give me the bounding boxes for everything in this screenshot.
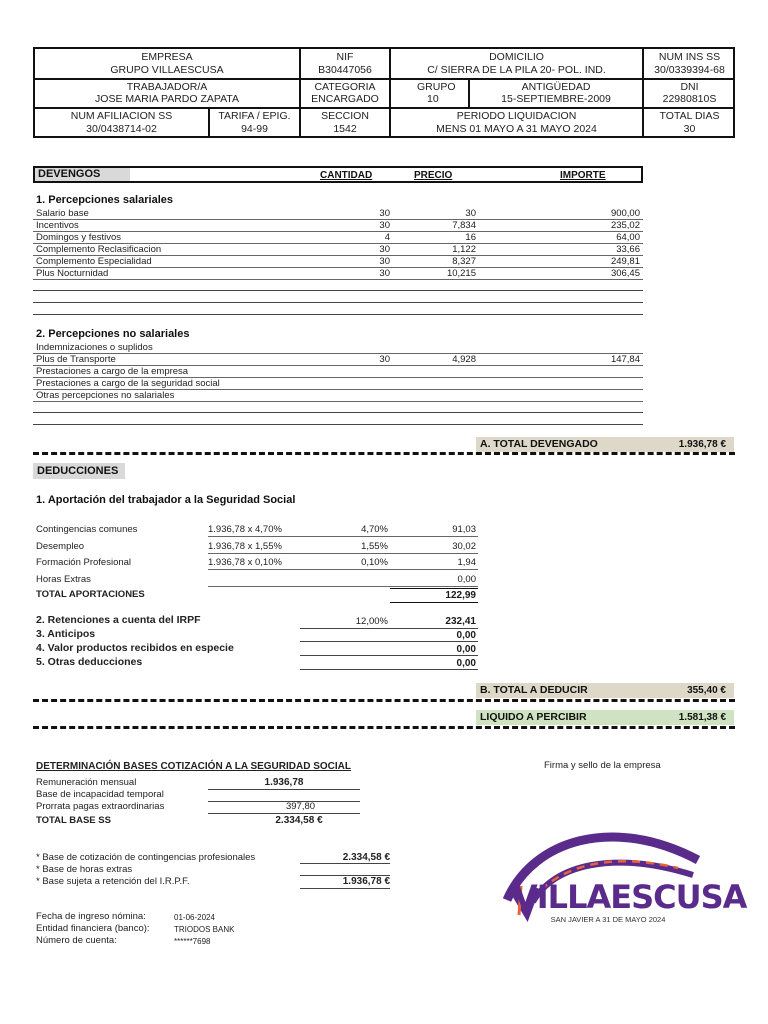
bases-rule bbox=[208, 789, 360, 790]
row-concepto: Plus de Transporte bbox=[36, 354, 116, 365]
nif-label: NIF bbox=[336, 51, 354, 63]
horas-label: * Base de horas extras bbox=[36, 864, 133, 875]
row-importe: 235,02 bbox=[610, 220, 640, 231]
irpf-base-label: * Base sujeta a retención del I.R.P.F. bbox=[36, 876, 190, 887]
ss-rule bbox=[208, 536, 478, 537]
row-rule bbox=[33, 424, 643, 425]
ingreso-label: Fecha de ingreso nómina: bbox=[36, 911, 146, 922]
total-base-label: TOTAL BASE SS bbox=[36, 815, 111, 826]
ded-rule bbox=[300, 641, 478, 642]
empresa-value: GRUPO VILLAESCUSA bbox=[110, 64, 224, 76]
remuneracion-label: Remuneración mensual bbox=[36, 777, 137, 788]
ss-rule bbox=[208, 553, 478, 554]
total-deducir-value: 355,40 € bbox=[687, 685, 726, 696]
entidad-label: Entidad financiera (banco): bbox=[36, 923, 150, 934]
row-precio: 7,834 bbox=[452, 220, 476, 231]
total-deducir-label: B. TOTAL A DEDUCIR bbox=[480, 684, 588, 696]
incapacidad-label: Base de incapacidad temporal bbox=[36, 789, 164, 800]
seccion-label: SECCION bbox=[321, 110, 369, 122]
row-precio: 4,928 bbox=[452, 354, 476, 365]
otras-label: 5. Otras deducciones bbox=[36, 656, 143, 668]
ss-title: 1. Aportación del trabajador a la Seguridad Social bbox=[36, 494, 296, 506]
nif-value: B30447056 bbox=[318, 64, 372, 76]
total-aport-rule2 bbox=[390, 602, 478, 603]
row-rule bbox=[33, 401, 643, 402]
firma-label: Firma y sello de la empresa bbox=[544, 760, 661, 771]
row-concepto: Otras percepciones no salariales bbox=[36, 390, 175, 401]
row-concepto: Plus Nocturnidad bbox=[36, 268, 109, 279]
antiguedad-label: ANTIGÜEDAD bbox=[521, 81, 591, 93]
bases-rule bbox=[300, 888, 390, 889]
row-importe: 147,84 bbox=[610, 354, 640, 365]
ss-base: 1.936,78 x 0,10% bbox=[208, 557, 282, 568]
ded-rule bbox=[300, 655, 478, 656]
ss-pct: 0,10% bbox=[361, 557, 388, 568]
ded-rule bbox=[300, 628, 478, 629]
seccion-value: 1542 bbox=[333, 123, 357, 135]
ss-rule bbox=[208, 569, 478, 570]
total-devengado-value: 1.936,78 € bbox=[678, 439, 726, 450]
irpf-value: 232,41 bbox=[445, 616, 476, 627]
dashed-separator bbox=[33, 452, 735, 455]
company-stamp-logo bbox=[493, 820, 747, 930]
ss-concepto: Horas Extras bbox=[36, 573, 91, 585]
irpf-pct: 12,00% bbox=[355, 616, 388, 627]
periodo-value: MENS 01 MAYO A 31 MAYO 2024 bbox=[436, 123, 597, 135]
irpf-label: 2. Retenciones a cuenta del IRPF bbox=[36, 614, 201, 626]
empresa-label: EMPRESA bbox=[141, 51, 193, 63]
tarifa-label: TARIFA / EPIG. bbox=[218, 110, 291, 122]
periodo-label: PERIODO LIQUIDACION bbox=[456, 110, 577, 122]
otras-value: 0,00 bbox=[456, 658, 476, 669]
ss-concepto: Formación Profesional bbox=[36, 557, 132, 568]
prorrata-label: Prorrata pagas extraordinarias bbox=[36, 801, 165, 812]
header-divider bbox=[33, 107, 735, 109]
total-devengado-label: A. TOTAL DEVENGADO bbox=[480, 438, 598, 450]
row-cantidad: 30 bbox=[379, 220, 390, 231]
total-aport-value: 122,99 bbox=[445, 590, 476, 601]
row-importe: 900,00 bbox=[610, 208, 640, 219]
row-cantidad: 30 bbox=[379, 244, 390, 255]
prorrata-value: 397,80 bbox=[285, 801, 316, 812]
row-concepto: Incentivos bbox=[36, 220, 79, 231]
domicilio-value: C/ SIERRA DE LA PILA 20- POL. IND. bbox=[427, 64, 606, 76]
bases-title: DETERMINACIÓN BASES COTIZACIÓN A LA SEGURIDAD SOCIAL bbox=[36, 761, 352, 772]
cuenta-value: ******7698 bbox=[174, 937, 211, 946]
tarifa-value: 94-99 bbox=[241, 123, 268, 135]
row-importe: 33,66 bbox=[616, 244, 640, 255]
devengos-title: DEVENGOS bbox=[38, 168, 101, 180]
row-rule bbox=[33, 290, 643, 291]
header-divider bbox=[33, 78, 735, 80]
afiliacion-value: 30/0438714-02 bbox=[86, 123, 157, 135]
irpf-base-value: 1.936,78 € bbox=[342, 876, 390, 887]
especie-label: 4. Valor productos recibidos en especie bbox=[36, 642, 234, 654]
stamp-subtext: SAN JAVIER A 31 DE MAYO 2024 bbox=[550, 915, 666, 924]
dni-label: DNI bbox=[680, 81, 699, 93]
total-aport-label: TOTAL APORTACIONES bbox=[36, 589, 145, 600]
cuenta-label: Número de cuenta: bbox=[36, 935, 117, 946]
entidad-value: TRIODOS BANK bbox=[174, 925, 235, 934]
row-cantidad: 30 bbox=[379, 208, 390, 219]
row-precio: 30 bbox=[465, 208, 476, 219]
row-concepto: Prestaciones a cargo de la empresa bbox=[36, 366, 189, 377]
ss-concepto: Desempleo bbox=[36, 540, 85, 552]
ss-importe: 30,02 bbox=[452, 540, 476, 552]
row-importe: 306,45 bbox=[610, 268, 640, 279]
stamp-text: VILLAESCUSA bbox=[513, 878, 747, 916]
row-rule bbox=[33, 314, 643, 315]
liquido-value: 1.581,38 € bbox=[678, 712, 726, 723]
liquido-label: LIQUIDO A PERCIBIR bbox=[480, 711, 587, 723]
trabajador-label: TRABAJADOR/A bbox=[126, 81, 208, 93]
totaldias-value: 30 bbox=[683, 123, 696, 135]
row-concepto: Complemento Especialidad bbox=[36, 256, 152, 267]
ingreso-value: 01-06-2024 bbox=[174, 913, 215, 922]
contingencias-value: 2.334,58 € bbox=[342, 852, 390, 863]
especie-value: 0,00 bbox=[456, 644, 476, 655]
row-precio: 8,327 bbox=[452, 256, 476, 267]
ss-base: 1.936,78 x 1,55% bbox=[208, 540, 282, 552]
grupo-label: GRUPO bbox=[417, 81, 456, 93]
no-salariales-title: 2. Percepciones no salariales bbox=[36, 328, 190, 340]
row-precio: 1,122 bbox=[452, 244, 476, 255]
dashed-separator bbox=[33, 726, 735, 729]
col-cantidad: CANTIDAD bbox=[320, 170, 373, 181]
numinss-value: 30/0339394-68 bbox=[654, 64, 725, 76]
categoria-label: CATEGORIA bbox=[314, 81, 376, 93]
row-concepto: Prestaciones a cargo de la seguridad social bbox=[36, 378, 220, 389]
ss-rule bbox=[208, 586, 478, 587]
row-rule bbox=[33, 302, 643, 303]
salariales-title: 1. Percepciones salariales bbox=[36, 194, 173, 206]
dni-value: 22980810S bbox=[662, 93, 717, 105]
remuneracion-value: 1.936,78 bbox=[264, 777, 304, 788]
anticipos-value: 0,00 bbox=[456, 630, 476, 641]
total-aport-rule bbox=[390, 588, 478, 589]
ss-concepto: Contingencias comunes bbox=[36, 524, 138, 535]
ded-rule bbox=[300, 669, 478, 670]
grupo-value: 10 bbox=[427, 93, 439, 105]
ss-importe: 1,94 bbox=[457, 557, 476, 568]
domicilio-label: DOMICILIO bbox=[489, 51, 544, 63]
numinss-label: NUM INS SS bbox=[658, 51, 721, 63]
row-cantidad: 30 bbox=[379, 268, 390, 279]
categoria-value: ENCARGADO bbox=[311, 93, 379, 105]
anticipos-label: 3. Anticipos bbox=[36, 628, 96, 640]
total-base-value: 2.334,58 € bbox=[275, 815, 323, 826]
row-concepto: Domingos y festivos bbox=[36, 232, 122, 243]
row-concepto: Complemento Reclasificacion bbox=[36, 244, 162, 255]
row-cantidad: 30 bbox=[379, 256, 390, 267]
row-importe: 64,00 bbox=[616, 232, 640, 243]
col-precio: PRECIO bbox=[414, 170, 453, 181]
trabajador-value: JOSE MARIA PARDO ZAPATA bbox=[95, 93, 239, 105]
ss-pct: 1,55% bbox=[361, 540, 388, 552]
ss-pct: 4,70% bbox=[361, 524, 388, 535]
bases-rule bbox=[300, 863, 390, 864]
col-importe: IMPORTE bbox=[560, 170, 606, 181]
row-precio: 10,215 bbox=[446, 268, 476, 279]
antiguedad-value: 15-SEPTIEMBRE-2009 bbox=[501, 93, 611, 105]
ss-base: 1.936,78 x 4,70% bbox=[208, 524, 282, 535]
row-precio: 16 bbox=[465, 232, 476, 243]
row-rule bbox=[33, 412, 643, 413]
contingencias-label: * Base de cotización de contingencias profesionales bbox=[36, 852, 256, 863]
row-cantidad: 4 bbox=[384, 232, 390, 243]
ss-importe: 0,00 bbox=[457, 573, 476, 585]
row-concepto: Indemnizaciones o suplidos bbox=[36, 342, 153, 353]
bases-rule bbox=[208, 813, 360, 814]
deducciones-title: DEDUCCIONES bbox=[37, 465, 119, 477]
afiliacion-label: NUM AFILIACION SS bbox=[70, 110, 173, 122]
row-rule bbox=[33, 279, 643, 280]
dashed-separator bbox=[33, 699, 735, 702]
totaldias-label: TOTAL DIAS bbox=[659, 110, 720, 122]
ss-importe: 91,03 bbox=[452, 524, 476, 535]
row-cantidad: 30 bbox=[379, 354, 390, 365]
row-importe: 249,81 bbox=[610, 256, 640, 267]
row-concepto: Salario base bbox=[36, 208, 89, 219]
